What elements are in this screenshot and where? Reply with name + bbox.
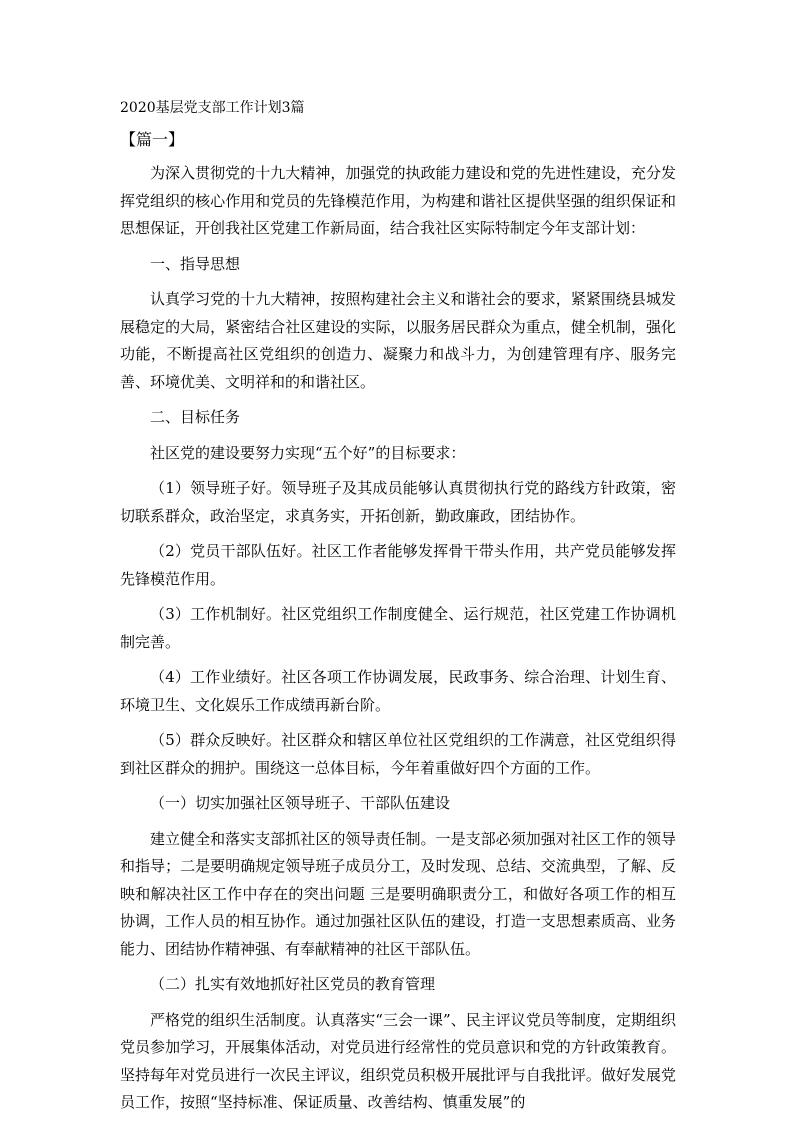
goal-item-3: （3）工作机制好。社区党组织工作制度健全、运行规范，社区党建工作协调机制完善。 bbox=[120, 605, 676, 651]
paragraph-guiding-thought: 认真学习党的十九大精神，按照构建社会主义和谐社会的要求，紧紧围绕县城发展稳定的大局，紧密结合社区建设的实际，以服务居民群众为重点，健全机制，强化功能，不断提高社区党组织的创造力、凝聚力和战斗力，为创建管理有序、服务完善、环境优美、文明祥和的和谐社区。 bbox=[120, 290, 676, 391]
heading-goals: 二、目标任务 bbox=[150, 408, 241, 426]
paragraph-goals-intro: 社区党的建设要努力实现“五个好”的目标要求： bbox=[150, 443, 466, 462]
goal-item-5: （5）群众反映好。社区群众和辖区单位社区党组织的工作满意，社区党组织得到社区群众的拥护。围绕这一总体目标，今年着重做好四个方面的工作。 bbox=[120, 731, 676, 777]
subheading-leadership: （一）切实加强社区领导班子、干部队伍建设 bbox=[150, 794, 451, 812]
heading-guiding-thought: 一、指导思想 bbox=[150, 254, 241, 273]
goal-item-2: （2）党员干部队伍好。社区工作者能够发挥骨干带头作用，共产党员能够发挥先锋模范作用。 bbox=[120, 542, 676, 588]
document-title: 2020基层党支部工作计划3篇 bbox=[120, 100, 305, 116]
goal-item-1: （1）领导班子好。领导班子及其成员能够认真贯彻执行党的路线方针政策，密切联系群众，政治坚定，求真务实，开拓创新，勤政廉政，团结协作。 bbox=[120, 479, 676, 525]
goal-item-4: （4）工作业绩好。社区各项工作协调发展，民政事务、综合治理、计划生育、环境卫生、文化娱乐工作成绩再新台阶。 bbox=[120, 668, 676, 714]
paragraph-member-education: 严格党的组织生活制度。认真落实“三会一课”、民主评议党员等制度，定期组织党员参加学习，开展集体活动，对党员进行经常性的党员意识和党的方针政策教育。坚持每年对党员进行一次民主评议，组织党员积极开展批评与自我批评。做好发展党员工作，按照“坚持标准、保证质量、改善结构、慎重发展”的 bbox=[120, 1010, 676, 1111]
document-body bbox=[120, 160, 676, 1125]
subheading-member-education: （二）扎实有效地抓好社区党员的教育管理 bbox=[150, 975, 436, 993]
section-label: 【篇一】 bbox=[120, 130, 185, 149]
paragraph-intro: 为深入贯彻党的十九大精神，加强党的执政能力建设和党的先进性建设，充分发挥党组织的核心作用和党员的先锋模范作用，为构建和谐社区提供坚强的组织保证和思想保证，开创我社区党建工作新局面，结合我社区实际特制定今年支部计划： bbox=[120, 164, 676, 237]
paragraph-leadership: 建立健全和落实支部抓社区的领导责任制。一是支部必须加强对社区工作的领导和指导；二是要明确规定领导班子成员分工，及时发现、总结、交流典型，了解、反映和解决社区工作中存在的突出问题 三是要明确职责分工，和做好各项工作的相互协调，工作人员的相互协作。通过加强社区队伍的建设，打造一支思想素质高、业务能力、团结协作精神强、有奉献精神的社区干部队伍。 bbox=[120, 829, 676, 958]
